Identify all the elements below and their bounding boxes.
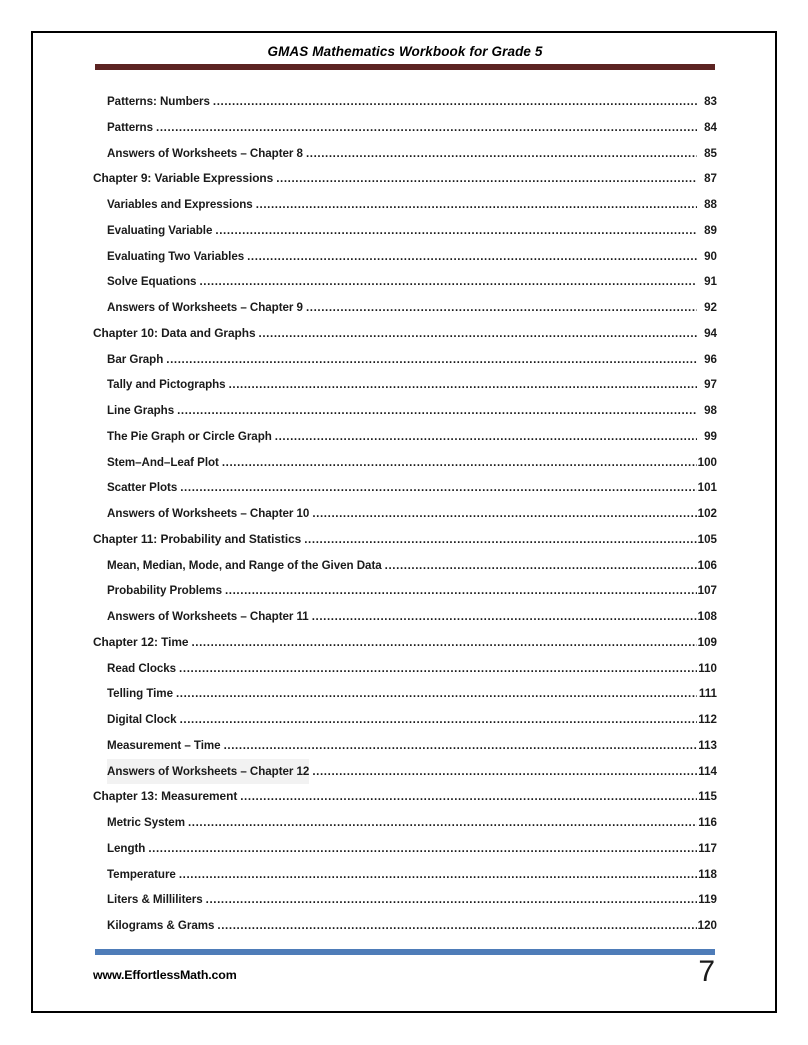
toc-page-number: 99 (704, 429, 717, 443)
toc-page-number: 88 (704, 198, 717, 211)
toc-entry-title: Patterns (107, 120, 153, 134)
toc-row[interactable] (93, 475, 717, 501)
toc-dot-leader (256, 192, 697, 208)
toc-row[interactable] (93, 862, 717, 888)
toc-entry-title: Probability Problems (107, 584, 222, 598)
toc-row[interactable] (93, 527, 717, 553)
footer-divider-rule (95, 949, 715, 955)
toc-entry-title: Evaluating Two Variables (107, 249, 245, 263)
toc-dot-leader (166, 347, 697, 363)
toc-dot-leader (385, 553, 697, 569)
toc-chapter-title: Chapter 12: Time (93, 634, 189, 649)
toc-chapter-title: Chapter 11: Probability and Statistics (93, 531, 302, 546)
toc-dot-leader (180, 475, 696, 491)
toc-entry-title: Answers of Worksheets – Chapter 11 (107, 610, 309, 623)
toc-dot-leader (275, 424, 697, 440)
toc-entry-title: Answers of Worksheets – Chapter 9 (107, 301, 303, 314)
toc-row[interactable] (93, 604, 717, 630)
toc-page-number: 114 (698, 764, 717, 778)
toc-row[interactable] (93, 681, 717, 707)
toc-dot-leader (222, 450, 697, 466)
toc-page-number: 101 (697, 481, 717, 495)
toc-row[interactable] (93, 347, 717, 373)
toc-entry-title: Digital Clock (107, 713, 177, 726)
toc-entry-title: Line Graphs (107, 404, 175, 417)
toc-page-number: 92 (704, 301, 717, 314)
toc-row[interactable] (93, 89, 717, 115)
toc-page-number: 96 (704, 352, 717, 366)
toc-dot-leader (306, 141, 697, 157)
toc-row[interactable] (93, 707, 717, 733)
toc-dot-leader (188, 810, 697, 826)
toc-page-number: 94 (704, 326, 717, 340)
toc-entry-title: Patterns: Numbers (107, 95, 210, 108)
toc-entry-title: Variables and Expressions (107, 198, 253, 211)
toc-dot-leader (177, 398, 697, 414)
toc-dot-leader (191, 630, 696, 646)
toc-page-number: 90 (704, 249, 717, 263)
toc-row[interactable] (93, 398, 717, 424)
toc-row[interactable] (93, 115, 717, 141)
toc-entry-title: Tally and Pictographs (107, 378, 226, 392)
toc-page-number: 89 (704, 223, 717, 237)
toc-entry-title: Answers of Worksheets – Chapter 10 (107, 507, 310, 520)
toc-page-number: 87 (704, 172, 717, 186)
toc-dot-leader (148, 836, 697, 852)
table-of-contents-list (93, 89, 717, 939)
toc-row[interactable] (93, 810, 717, 836)
toc-dot-leader (306, 295, 697, 311)
toc-dot-leader (276, 166, 697, 182)
toc-dot-leader (206, 887, 697, 903)
header-title: GMAS Mathematics Workbook for Grade 5 (267, 44, 543, 59)
toc-row[interactable] (93, 321, 717, 347)
toc-row[interactable] (93, 759, 717, 785)
toc-dot-leader (179, 862, 697, 878)
toc-dot-leader (179, 656, 697, 672)
toc-page-number: 109 (697, 635, 717, 649)
toc-dot-leader (312, 759, 697, 775)
toc-page-number: 97 (704, 378, 717, 392)
header-divider-rule (95, 64, 715, 70)
toc-entry-title: Telling Time (107, 687, 173, 701)
toc-dot-leader (229, 372, 697, 388)
toc-entry-title: Stem–And–Leaf Plot (107, 455, 219, 469)
toc-row[interactable] (93, 836, 717, 862)
toc-entry-title: Mean, Median, Mode, and Range of the Given Data (107, 558, 382, 572)
toc-entry-title: The Pie Graph or Circle Graph (107, 429, 272, 443)
toc-page-number: 105 (697, 532, 717, 546)
toc-row[interactable] (93, 578, 717, 604)
toc-entry-title: Answers of Worksheets – Chapter 12 (107, 759, 309, 785)
toc-page-number: 102 (697, 507, 717, 520)
toc-entry-title: Metric System (107, 816, 185, 829)
toc-dot-leader (259, 321, 697, 337)
toc-dot-leader (225, 578, 697, 594)
toc-entry-title: Scatter Plots (107, 481, 178, 495)
toc-entry-title: Bar Graph (107, 352, 164, 366)
toc-dot-leader (156, 115, 697, 131)
toc-row[interactable] (93, 218, 717, 244)
toc-page-number: 106 (697, 558, 717, 572)
toc-row[interactable] (93, 553, 717, 579)
toc-page-number: 107 (697, 584, 717, 598)
running-header (95, 44, 715, 59)
toc-page-number: 85 (704, 146, 717, 160)
toc-row[interactable] (93, 141, 717, 167)
toc-chapter-title: Chapter 13: Measurement (93, 789, 238, 804)
toc-entry-title: Kilograms & Grams (107, 919, 215, 932)
toc-page-number: 91 (704, 275, 717, 289)
toc-dot-leader (217, 913, 696, 929)
toc-entry-title: Measurement – Time (107, 738, 221, 752)
toc-row[interactable] (93, 887, 717, 913)
toc-entry-title: Evaluating Variable (107, 223, 213, 237)
toc-dot-leader (176, 681, 697, 697)
toc-page-number: 112 (698, 713, 717, 726)
toc-row[interactable] (93, 424, 717, 450)
page-number: 7 (698, 955, 715, 988)
toc-row[interactable] (93, 295, 717, 321)
toc-page-number: 116 (698, 816, 717, 829)
footer-website-link[interactable]: www.EffortlessMath.com (93, 968, 237, 982)
toc-row[interactable] (93, 913, 717, 939)
toc-page-number: 83 (704, 95, 717, 108)
toc-row[interactable] (93, 269, 717, 295)
toc-row[interactable] (93, 630, 717, 656)
toc-page-number: 111 (698, 687, 717, 701)
toc-dot-leader (240, 784, 697, 800)
toc-chapter-title: Chapter 9: Variable Expressions (93, 171, 274, 186)
toc-entry-title: Liters & Milliliters (107, 893, 203, 907)
toc-dot-leader (247, 244, 697, 260)
toc-dot-leader (199, 269, 697, 285)
toc-page-number: 115 (698, 790, 717, 804)
toc-row[interactable] (93, 450, 717, 476)
toc-row[interactable] (93, 733, 717, 759)
toc-entry-title: Temperature (107, 867, 176, 881)
toc-page-number: 84 (704, 120, 717, 134)
toc-page-number: 117 (698, 841, 717, 855)
toc-row[interactable] (93, 784, 717, 810)
toc-entry-title: Solve Equations (107, 275, 197, 289)
toc-page-number: 120 (697, 919, 717, 932)
toc-row[interactable] (93, 192, 717, 218)
toc-entry-title: Answers of Worksheets – Chapter 8 (107, 146, 303, 160)
toc-chapter-title: Chapter 10: Data and Graphs (93, 325, 256, 340)
toc-row[interactable] (93, 244, 717, 270)
toc-page-number: 113 (698, 738, 717, 752)
toc-entry-title: Read Clocks (107, 661, 177, 675)
toc-page-number: 98 (704, 404, 717, 417)
toc-dot-leader (213, 89, 697, 105)
toc-page-number: 100 (697, 455, 717, 469)
toc-dot-leader (312, 501, 696, 517)
toc-row[interactable] (93, 501, 717, 527)
toc-dot-leader (180, 707, 697, 723)
toc-dot-leader (224, 733, 697, 749)
toc-page-number: 118 (698, 867, 717, 881)
toc-row[interactable] (93, 656, 717, 682)
toc-entry-title: Length (107, 841, 146, 855)
toc-dot-leader (312, 604, 697, 620)
toc-row[interactable] (93, 372, 717, 398)
toc-page-number: 110 (698, 661, 717, 675)
toc-page-number: 119 (698, 893, 717, 907)
toc-dot-leader (304, 527, 696, 543)
toc-page-number: 108 (697, 610, 717, 623)
toc-dot-leader (215, 218, 697, 234)
toc-row[interactable] (93, 166, 717, 192)
